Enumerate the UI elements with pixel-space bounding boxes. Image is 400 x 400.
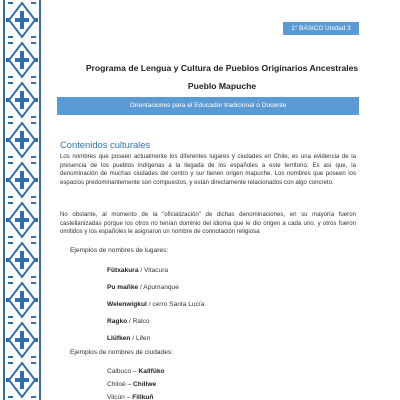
mapuche-name: Chillwe <box>133 381 157 388</box>
list-item <box>107 379 165 392</box>
separator: – <box>125 381 134 388</box>
spanish-name: Vitacura <box>144 267 169 274</box>
mapuche-name: Welenwigkul <box>107 301 147 308</box>
mapuche-textile-pattern-icon <box>0 0 44 400</box>
document-title: Programa de Lengua y Cultura de Pueblos Originarios Ancestrales <box>85 63 359 73</box>
spanish-name: Chiloé <box>107 381 126 388</box>
spanish-name: cerro Santa Lucía <box>152 301 205 308</box>
cities-label: Ejemplos de nombres de ciudades: <box>70 349 173 356</box>
separator: / <box>138 267 145 274</box>
spanish-name: Ralco <box>132 318 150 325</box>
cities-list <box>107 366 165 400</box>
list-item <box>107 282 204 299</box>
separator: – <box>131 368 139 375</box>
places-list <box>107 265 204 350</box>
separator: – <box>124 394 133 400</box>
places-label: Ejemplos de nombres de lugares: <box>70 247 169 254</box>
separator: / <box>127 318 133 325</box>
separator: / <box>146 301 153 308</box>
mapuche-name: Kallfüko <box>138 368 165 375</box>
list-item <box>107 299 204 316</box>
section-heading: Contenidos culturales <box>60 139 151 150</box>
mapuche-name: Ragko <box>107 318 128 325</box>
separator: / <box>130 335 136 342</box>
spanish-name: Calbuco <box>107 368 132 375</box>
unit-badge: 1° BÁSICO Unidad 3 <box>283 22 359 35</box>
spanish-name: Apumanque <box>143 284 179 291</box>
spanish-name: Lifen <box>135 335 151 342</box>
list-item <box>107 392 165 400</box>
list-item <box>107 333 204 350</box>
guidance-banner: Orientaciones para el Educador tradicional o Docente <box>57 97 359 115</box>
mapuche-name: Fillkuñ <box>132 394 154 400</box>
list-item <box>107 316 204 333</box>
list-item <box>107 366 165 379</box>
mapuche-name: Pu mañke <box>107 284 139 291</box>
separator: / <box>138 284 144 291</box>
paragraph-1: Los nombres que poseen actualmente los diferentes lugares y ciudades en Chile, es una evidencia de la presencia de los pueblos indígenas a la llegada de los españoles a este territorio. Es así que, la denominación de muchas ciudades del centro y sur tienen origen mapuche. Los nombres que poseen los espacios predominantemente son compuestos, y están directamente relacionados con algo concreto. <box>60 153 356 186</box>
mapuche-name: Llüfken <box>107 335 131 342</box>
spanish-name: Vilcún <box>107 394 125 400</box>
paragraph-2: No obstante, al momento de la "oficialización" de dichas denominaciones, en su mayoría fueron castellanizadas porque los otros no tenían dominio del idioma que le dio origen a cada uno, y otros fueron omitidos y los españoles le asignaron un nombre de connotación religiosa <box>60 211 356 236</box>
mapuche-name: Fütxakura <box>107 267 139 274</box>
document-subtitle: Pueblo Mapuche <box>187 81 257 91</box>
list-item <box>107 265 204 282</box>
